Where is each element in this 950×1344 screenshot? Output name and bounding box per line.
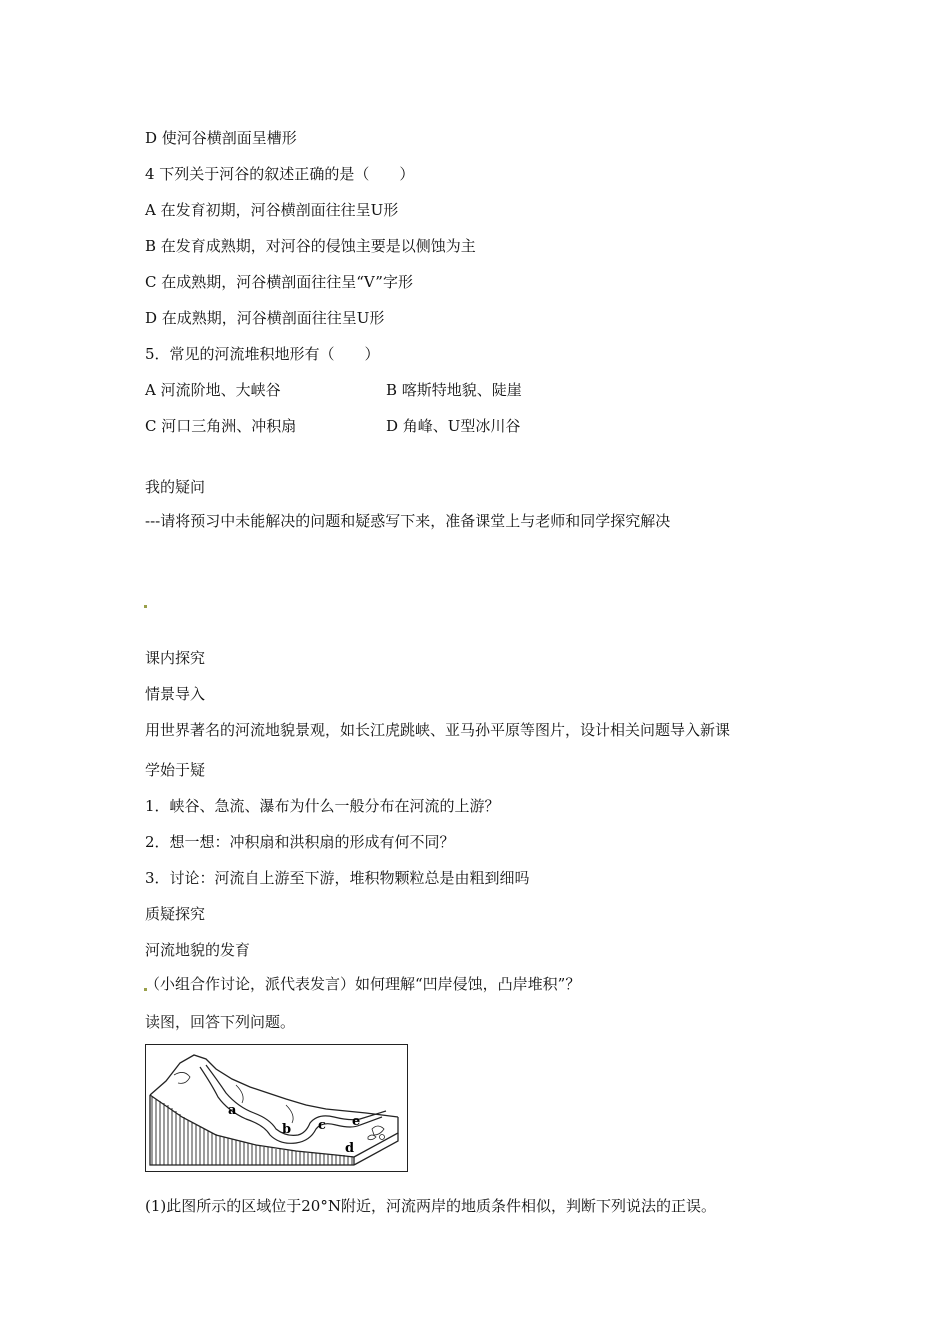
doubt-item-1: 1．峡谷、急流、瀑布为什么一般分布在河流的上游？ xyxy=(145,797,500,815)
q4-option-a: A 在发育初期，河谷横剖面往往呈U形 xyxy=(145,201,399,219)
q4-option-b: B 在发育成熟期，对河谷的侵蚀主要是以侧蚀为主 xyxy=(145,237,476,255)
scene-intro-heading: 情景导入 xyxy=(145,685,206,703)
landform-development-heading: 河流地貌的发育 xyxy=(145,941,251,959)
scene-intro-text: 用世界著名的河流地貌景观，如长江虎跳峡、亚马孙平原等图片，设计相关问题导入新课 xyxy=(145,721,731,739)
my-questions-note: ---请将预习中未能解决的问题和疑惑写下来，准备课堂上与老师和同学探究解决 xyxy=(145,512,671,530)
my-questions-heading: 我的疑问 xyxy=(145,478,206,496)
class-inquiry-heading: 课内探究 xyxy=(145,649,206,667)
question-5: 5．常见的河流堆积地形有（ ） xyxy=(145,345,380,363)
question-4: 4 下列关于河谷的叙述正确的是（ ） xyxy=(145,165,415,183)
q4-option-c: C 在成熟期，河谷横剖面往往呈“V”字形 xyxy=(145,273,413,291)
river-landform-figure xyxy=(145,1044,408,1172)
block-outline xyxy=(150,1055,398,1165)
q5-option-a: A 河流阶地、大峡谷 xyxy=(145,381,281,399)
q5-option-d: D 角峰、U型冰川谷 xyxy=(386,417,521,435)
label-a: a xyxy=(228,1103,237,1118)
label-d: d xyxy=(345,1141,355,1156)
read-figure-instruction: 读图，回答下列问题。 xyxy=(145,1013,296,1031)
q3-option-d: D 使河谷横剖面呈槽形 xyxy=(145,129,297,147)
doubt-item-2: 2．想一想：冲积扇和洪积扇的形成有何不同？ xyxy=(145,833,455,851)
q5-option-b: B 喀斯特地貌、陡崖 xyxy=(386,381,522,399)
decorative-dot xyxy=(144,605,147,608)
group-task: （小组合作讨论，派代表发言）如何理解“凹岸侵蚀，凸岸堆积”？ xyxy=(145,975,581,993)
doubt-item-3: 3．讨论：河流自上游至下游，堆积物颗粒总是由粗到细吗 xyxy=(145,869,530,887)
q5-option-c: C 河口三角洲、冲积扇 xyxy=(145,417,297,435)
label-e: e xyxy=(352,1114,361,1129)
label-c: c xyxy=(318,1118,326,1133)
q4-option-d: D 在成熟期，河谷横剖面往往呈U形 xyxy=(145,309,385,327)
inquiry-heading: 质疑探究 xyxy=(145,905,206,923)
learn-doubt-heading: 学始于疑 xyxy=(145,761,206,779)
question-1: (1)此图所示的区域位于20°N附近，河流两岸的地质条件相似，判断下列说法的正误。 xyxy=(145,1197,716,1215)
label-b: b xyxy=(282,1122,292,1137)
river-block-diagram xyxy=(146,1045,407,1171)
